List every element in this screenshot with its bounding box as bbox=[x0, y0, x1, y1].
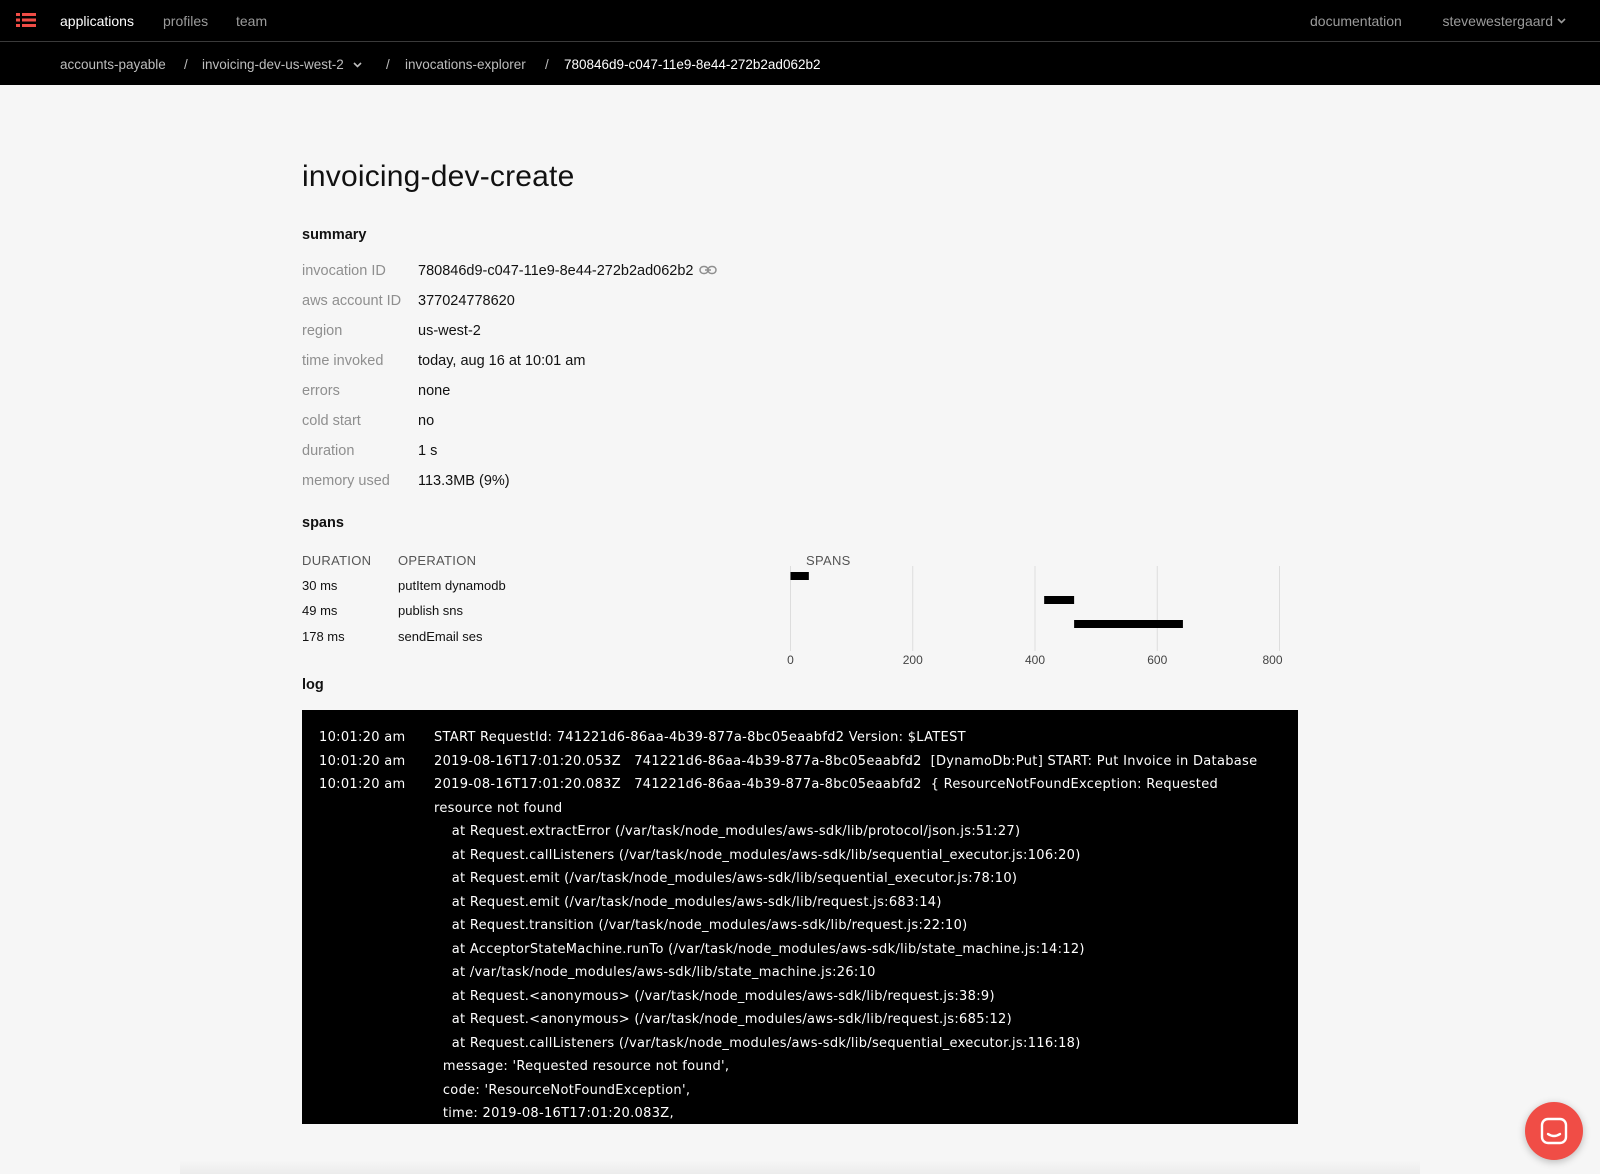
log-line bbox=[302, 1059, 1298, 1083]
span-duration: 49 ms bbox=[302, 603, 338, 618]
link-icon[interactable] bbox=[699, 264, 717, 276]
col-duration-header: DURATION bbox=[302, 553, 372, 568]
span-bar[interactable] bbox=[791, 572, 809, 580]
log-line bbox=[302, 824, 1298, 848]
summary-value: today, aug 16 at 10:01 am bbox=[418, 353, 586, 369]
user-menu[interactable] bbox=[1442, 13, 1566, 29]
user-name: stevewestergaard bbox=[1442, 13, 1553, 29]
log-line bbox=[302, 730, 1298, 754]
log-message: 2019-08-16T17:01:20.083Z 741221d6-86aa-4b39-877a-8bc05eaabfd2 { ResourceNotFoundException: Requested bbox=[434, 777, 1219, 792]
nav-profiles[interactable]: profiles bbox=[163, 13, 209, 29]
log-message: at Request.emit (/var/task/node_modules/aws-sdk/lib/request.js:683:14) bbox=[434, 894, 942, 910]
breadcrumb bbox=[0, 42, 1600, 85]
log-line bbox=[302, 965, 1298, 989]
log-line bbox=[302, 989, 1298, 1013]
chevron-down-icon bbox=[353, 62, 362, 68]
summary-value: 1 s bbox=[418, 443, 438, 459]
log-line bbox=[302, 942, 1298, 966]
span-bar[interactable] bbox=[1074, 620, 1183, 628]
top-nav bbox=[0, 0, 1600, 42]
log-message: at /var/task/node_modules/aws-sdk/lib/state_machine.js:26:10 bbox=[434, 965, 876, 980]
log-message: at Request.callListeners (/var/task/node_modules/aws-sdk/lib/sequential_executor.js:116:18) bbox=[434, 1035, 1081, 1051]
x-tick-label: 0 bbox=[787, 653, 794, 667]
log-line bbox=[302, 918, 1298, 942]
log-message: at Request.transition (/var/task/node_modules/aws-sdk/lib/request.js:22:10) bbox=[434, 918, 968, 933]
breadcrumb-separator: / bbox=[386, 57, 390, 72]
log-timestamp: 10:01:20 am bbox=[319, 777, 406, 792]
log-heading: log bbox=[302, 677, 324, 693]
log-message: message: 'Requested resource not found', bbox=[434, 1059, 730, 1074]
serverless-logo-icon[interactable] bbox=[16, 12, 36, 28]
footer-edge bbox=[180, 1160, 1420, 1174]
summary-label: memory used bbox=[302, 473, 390, 489]
log-message: at Request.emit (/var/task/node_modules/aws-sdk/lib/sequential_executor.js:78:10) bbox=[434, 871, 1018, 886]
log-line bbox=[302, 871, 1298, 895]
log-line bbox=[302, 895, 1298, 919]
log-message: resource not found bbox=[434, 800, 563, 816]
breadcrumb-separator: / bbox=[545, 57, 549, 72]
summary-label: time invoked bbox=[302, 353, 384, 369]
log-line bbox=[302, 848, 1298, 872]
log-line bbox=[302, 801, 1298, 825]
summary-heading: summary bbox=[302, 227, 367, 243]
log-line bbox=[302, 1012, 1298, 1036]
log-timestamp: 10:01:20 am bbox=[319, 730, 406, 745]
page-title: invoicing-dev-create bbox=[302, 160, 575, 193]
span-operation: putItem dynamodb bbox=[398, 578, 506, 593]
breadcrumb-invocation: 780846d9-c047-11e9-8e44-272b2ad062b2 bbox=[564, 57, 821, 72]
x-tick-label: 400 bbox=[1024, 653, 1046, 667]
chat-button[interactable] bbox=[1525, 1102, 1583, 1160]
span-operation: sendEmail ses bbox=[398, 629, 483, 644]
log-message: at Request.<anonymous> (/var/task/node_modules/aws-sdk/lib/request.js:38:9) bbox=[434, 988, 995, 1004]
breadcrumb-separator: / bbox=[184, 57, 188, 72]
chevron-down-icon bbox=[1557, 18, 1566, 24]
summary-value bbox=[418, 263, 717, 279]
chat-icon bbox=[1540, 1117, 1568, 1145]
summary-label: region bbox=[302, 323, 343, 339]
breadcrumb-org[interactable]: accounts-payable bbox=[60, 57, 166, 72]
log-message: 2019-08-16T17:01:20.053Z 741221d6-86aa-4b39-877a-8bc05eaabfd2 [DynamoDb:Put] START: Put Invoice in Database bbox=[434, 753, 1258, 769]
summary-label: duration bbox=[302, 443, 355, 459]
summary-value: none bbox=[418, 383, 451, 399]
nav-team[interactable]: team bbox=[236, 13, 268, 29]
log-line bbox=[302, 1083, 1298, 1107]
log-message: time: 2019-08-16T17:01:20.083Z, bbox=[434, 1106, 674, 1121]
spans-chart bbox=[787, 566, 1310, 667]
x-tick-label: 600 bbox=[1147, 653, 1168, 667]
breadcrumb-explorer[interactable]: invocations-explorer bbox=[405, 57, 526, 72]
span-duration: 30 ms bbox=[302, 578, 338, 593]
summary-value: 377024778620 bbox=[418, 293, 515, 309]
nav-documentation[interactable]: documentation bbox=[1310, 13, 1402, 29]
nav-applications[interactable]: applications bbox=[60, 13, 134, 29]
breadcrumb-service[interactable] bbox=[202, 57, 362, 72]
summary-value: 113.3MB (9%) bbox=[418, 473, 510, 489]
log-timestamp: 10:01:20 am bbox=[319, 753, 406, 769]
log-line bbox=[302, 754, 1298, 778]
invocation-id-value: 780846d9-c047-11e9-8e44-272b2ad062b2 bbox=[418, 263, 694, 279]
summary-label: aws account ID bbox=[302, 293, 402, 309]
log-panel[interactable] bbox=[302, 710, 1298, 1124]
log-line bbox=[302, 1036, 1298, 1060]
log-message: at Request.extractError (/var/task/node_modules/aws-sdk/lib/protocol/json.js:51:27) bbox=[434, 824, 1021, 839]
log-message: code: 'ResourceNotFoundException', bbox=[434, 1082, 691, 1098]
summary-label: errors bbox=[302, 383, 340, 399]
breadcrumb-service-label: invoicing-dev-us-west-2 bbox=[202, 57, 344, 72]
summary-label: cold start bbox=[302, 413, 361, 429]
summary-value: no bbox=[418, 413, 435, 429]
x-tick-label: 200 bbox=[902, 653, 923, 667]
x-tick-label: 800 bbox=[1262, 653, 1283, 667]
span-duration: 178 ms bbox=[302, 629, 345, 644]
spans-heading: spans bbox=[302, 515, 344, 531]
col-operation-header: OPERATION bbox=[398, 553, 477, 568]
log-message: at Request.<anonymous> (/var/task/node_modules/aws-sdk/lib/request.js:685:12) bbox=[434, 1012, 1012, 1027]
summary-label: invocation ID bbox=[302, 263, 386, 279]
span-bar[interactable] bbox=[1044, 596, 1074, 604]
summary-value: us-west-2 bbox=[418, 323, 481, 339]
col-spans-header: SPANS bbox=[806, 553, 851, 568]
log-message: at AcceptorStateMachine.runTo (/var/task/node_modules/aws-sdk/lib/state_machine.js:14:12) bbox=[434, 941, 1085, 957]
log-line bbox=[302, 1106, 1298, 1130]
log-message: START RequestId: 741221d6-86aa-4b39-877a-8bc05eaabfd2 Version: $LATEST bbox=[434, 730, 966, 745]
span-operation: publish sns bbox=[398, 603, 464, 618]
log-message: at Request.callListeners (/var/task/node_modules/aws-sdk/lib/sequential_executor.js:106:20) bbox=[434, 847, 1081, 863]
log-line bbox=[302, 777, 1298, 801]
